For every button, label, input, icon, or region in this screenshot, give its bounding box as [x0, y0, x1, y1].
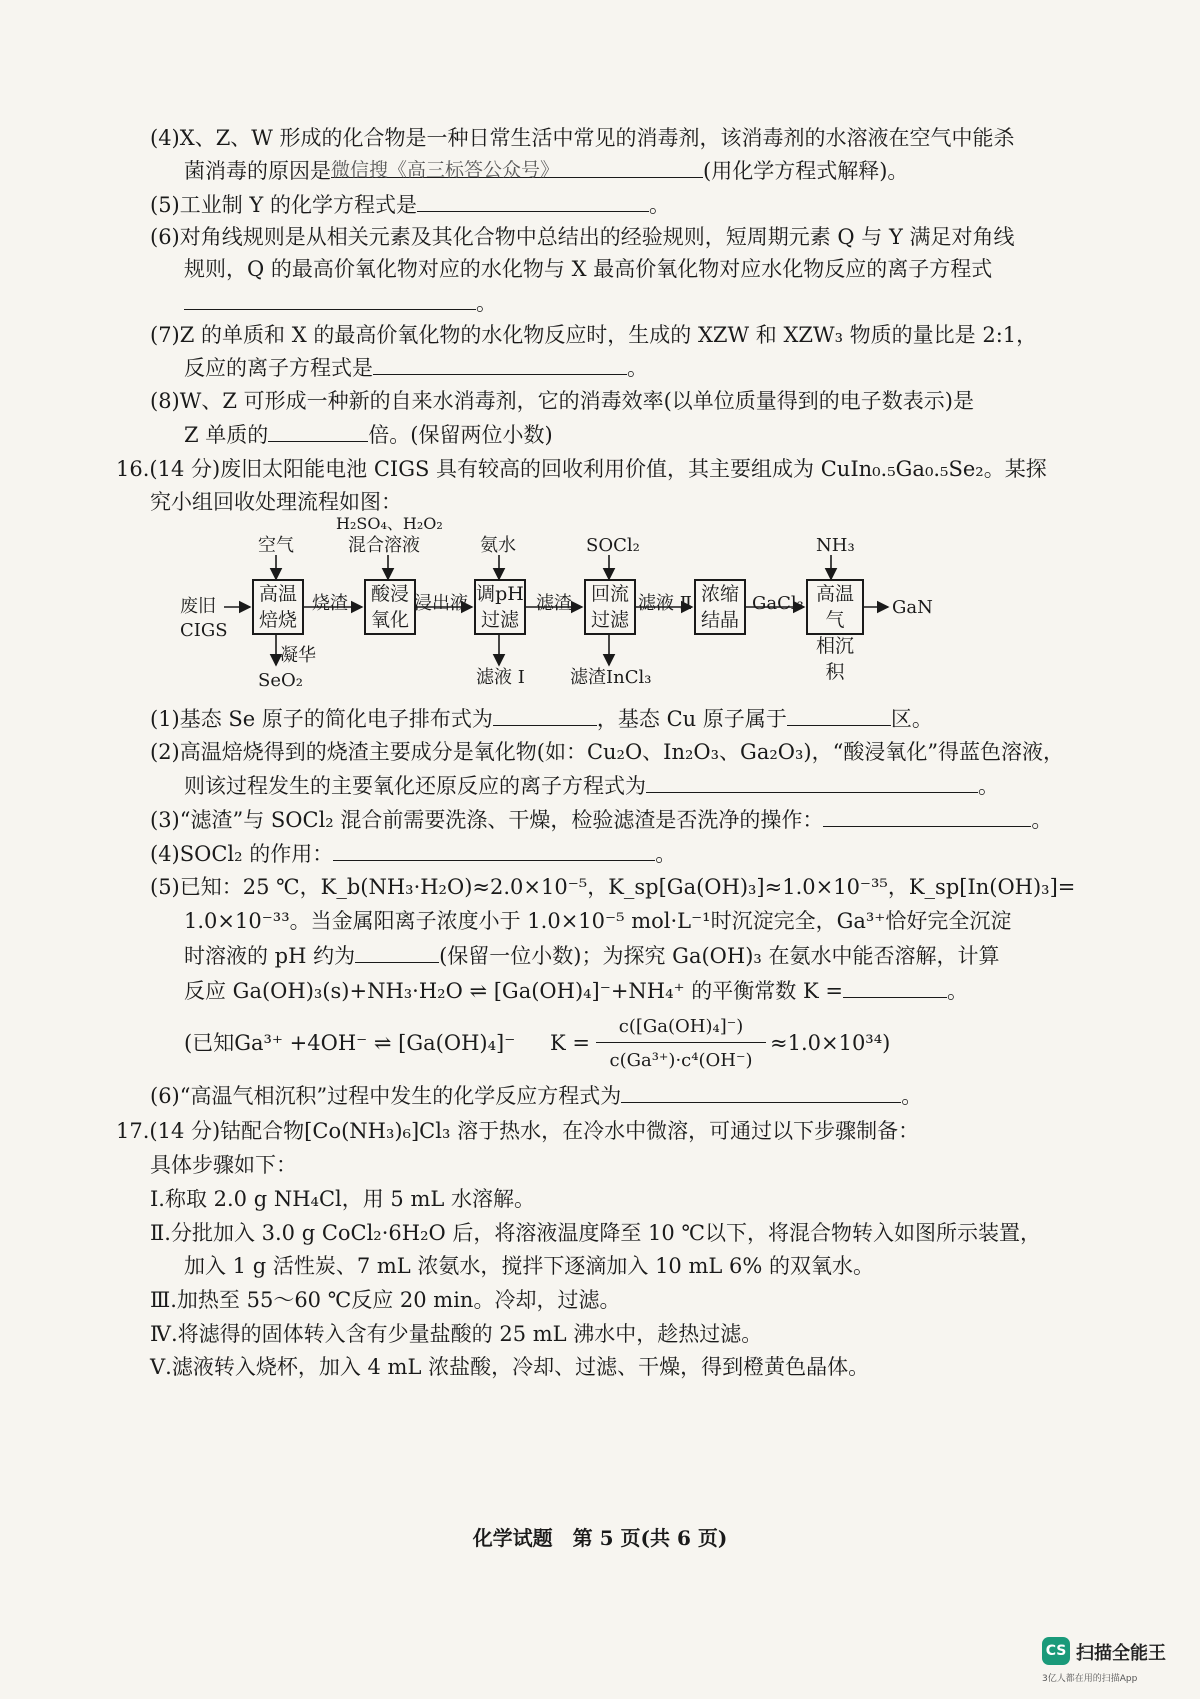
flow-output-filtrate-1: 滤液 Ⅰ — [476, 667, 525, 688]
q16-stem-line2: 究小组回收处理流程如图： — [150, 490, 402, 514]
answer-blank — [355, 940, 439, 963]
q16-part5-text: 时溶液的 pH 约为 — [184, 944, 356, 968]
flow-label-filtrate-2: 滤液 Ⅱ — [638, 593, 692, 614]
answer-blank — [493, 703, 597, 726]
period: 。 — [978, 774, 999, 798]
answer-blank — [843, 975, 947, 998]
q16-part1-text: (1)基态 Se 原子的简化电子排布式为 — [150, 707, 493, 731]
flow-output-seo2: SeO₂ — [258, 670, 303, 691]
box-label: 焙烧 — [258, 609, 297, 631]
q16-part2-text: 则该过程发生的主要氧化还原反应的离子方程式为 — [184, 774, 646, 798]
q15-part4-line2 — [184, 155, 908, 186]
answer-blank — [787, 703, 891, 726]
q16-part4 — [150, 838, 676, 869]
q17-step-5: Ⅴ.滤液转入烧杯，加入 4 mL 浓盐酸，冷却、过滤、干燥，得到橙黄色晶体。 — [150, 1355, 870, 1379]
q16-part5-reaction: 反应 Ga(OH)₃(s)+NH₃·H₂O ⇌ [Ga(OH)₄]⁻+NH₄⁺ 的平衡常数 K = — [184, 979, 843, 1003]
flow-start-line2: CIGS — [180, 620, 228, 641]
period: 。 — [946, 979, 968, 1003]
q17-step-3: Ⅲ.加热至 55～60 ℃反应 20 min。冷却，过滤。 — [150, 1288, 621, 1312]
q16-part2-line1: (2)高温焙烧得到的烧渣主要成分是氧化物(如：Cu₂O、In₂O₃、Ga₂O₃)，“酸浸氧化”得蓝色溶液， — [150, 740, 1065, 764]
box-label: 高温气 — [815, 583, 854, 631]
flow-label-gacl3: GaCl₃ — [752, 593, 804, 614]
q16-part4-text: (4)SOCl₂ 的作用： — [150, 842, 334, 866]
fraction-numerator: c([Ga(OH)₄]⁻) — [618, 1016, 744, 1037]
q16-part5-mid: (保留一位小数)；为探究 Ga(OH)₃ 在氨水中能否溶解，计算 — [439, 944, 1000, 968]
page-footer: 化学试题 第 5 页(共 6 页) — [472, 1526, 728, 1550]
period: 。 — [476, 291, 497, 315]
flow-box-reflux — [584, 579, 636, 635]
q15-part8-line2 — [184, 419, 553, 450]
answer-blank — [823, 804, 1031, 827]
flow-input-nh3: NH₃ — [816, 535, 855, 556]
box-label: 过滤 — [480, 609, 519, 631]
box-label: 调pH — [476, 583, 524, 605]
box-label: 相沉积 — [815, 635, 854, 683]
flow-box-adjust-ph — [474, 579, 526, 635]
scanner-app-name: 扫描全能王 — [1076, 1643, 1166, 1664]
fraction-bar — [596, 1042, 766, 1043]
flow-output-incl3: 滤渣InCl₃ — [570, 667, 652, 688]
q15-part6-line2: 规则，Q 的最高价氧化物对应的水化物与 X 最高价氧化物对应水化物反应的离子方程式 — [184, 257, 993, 281]
q16-part3 — [150, 804, 1052, 835]
q17-step-1: Ⅰ.称取 2.0 g NH₄Cl，用 5 mL 水溶解。 — [150, 1187, 535, 1211]
period: 。 — [627, 356, 648, 380]
box-label: 高温 — [258, 583, 297, 605]
q15-part4-suffix: (用化学方程式解释)。 — [703, 159, 909, 183]
q16-part6 — [150, 1080, 922, 1111]
q17-steps-title: 具体步骤如下： — [150, 1153, 297, 1177]
q16-part5-k-value: ≈1.0×10³⁴) — [770, 1031, 891, 1055]
answer-blank — [621, 1080, 901, 1103]
flow-start — [180, 595, 228, 643]
q16-part5-line1: (5)已知：25 ℃，K_b(NH₃·H₂O)≈2.0×10⁻⁵，K_sp[Ga(OH)₃]≈1.0×10⁻³⁵，K_sp[In(OH)₃]= — [150, 875, 1076, 899]
box-label: 酸浸 — [370, 583, 409, 605]
q16-part5-given: (已知Ga³⁺ +4OH⁻ ⇌ [Ga(OH)₄]⁻ — [184, 1031, 516, 1055]
box-label: 结晶 — [700, 609, 739, 631]
answer-blank — [417, 189, 649, 212]
scanner-tagline: 3亿人都在用的扫描App — [1042, 1674, 1138, 1684]
q15-part8-suffix: 倍。(保留两位小数) — [368, 423, 553, 447]
flow-box-roasting — [252, 579, 304, 635]
q16-stem-line1: 16.(14 分)废旧太阳能电池 CIGS 具有较高的回收利用价值，其主要组成为 CuIn₀.₅Ga₀.₅Se₂。某探 — [116, 457, 1047, 481]
q15-part8-line1: (8)W、Z 可形成一种新的自来水消毒剂，它的消毒效率(以单位质量得到的电子数表示)是 — [150, 389, 974, 413]
period: 。 — [648, 193, 670, 217]
q16-part1-suffix: 区。 — [890, 707, 933, 731]
q15-part5 — [150, 189, 670, 220]
watermark-text: 微信搜《高三标答公众号》 — [331, 159, 560, 181]
q15-part4-text: 菌消毒的原因是 — [184, 159, 331, 183]
q15-part6-line3 — [184, 287, 497, 318]
box-label: 回流 — [590, 583, 629, 605]
answer-blank — [268, 419, 368, 442]
flow-label-residue: 烧渣 — [312, 593, 348, 614]
q17-step-4: Ⅳ.将滤得的固体转入含有少量盐酸的 25 mL 沸水中，趁热过滤。 — [150, 1322, 763, 1346]
q16-part5-k-label: K = — [550, 1031, 590, 1055]
q15-part8-text: Z 单质的 — [184, 423, 269, 447]
flow-box-vapor-deposition — [806, 579, 864, 683]
q15-part7-line1: (7)Z 的单质和 X 的最高价氧化物的水化物反应时，生成的 XZW 和 XZW₃ 物质的量比是 2:1， — [150, 323, 1038, 347]
flow-start-line1: 废旧 — [180, 596, 216, 617]
answer-blank — [373, 352, 627, 375]
flow-input-air: 空气 — [258, 535, 294, 556]
q16-part5-line3 — [184, 940, 999, 971]
q16-part3-text: (3)“滤渣”与 SOCl₂ 混合前需要洗涤、干燥，检验滤渣是否洗净的操作： — [150, 808, 824, 832]
flow-label-filter-residue: 滤渣 — [536, 593, 572, 614]
q16-part6-text: (6)“高温气相沉积”过程中发生的化学反应方程式为 — [150, 1084, 622, 1108]
answer-blank — [646, 770, 978, 793]
q17-step-2-line1: Ⅱ.分批加入 3.0 g CoCl₂·6H₂O 后，将溶液温度降至 10 ℃以下，将混合物转入如图所示装置， — [150, 1221, 1041, 1245]
q16-part5-line2: 1.0×10⁻³³。当金属阳离子浓度小于 1.0×10⁻⁵ mol·L⁻¹时沉淀完全，Ga³⁺恰好完全沉淀 — [184, 909, 1012, 933]
box-label: 过滤 — [590, 609, 629, 631]
flow-input-acid: H₂SO₄、H₂O₂ — [336, 514, 443, 533]
box-label: 氧化 — [370, 609, 409, 631]
flow-box-acid-leach — [364, 579, 416, 635]
flow-input-socl2: SOCl₂ — [586, 535, 640, 556]
q15-part5-text: (5)工业制 Y 的化学方程式是 — [150, 193, 417, 217]
q16-part1-mid: ，基态 Cu 原子属于 — [596, 707, 787, 731]
cs-logo-icon: CS — [1042, 1637, 1070, 1665]
q16-part1 — [150, 703, 933, 734]
q16-part5-line4 — [184, 975, 968, 1006]
period: 。 — [655, 842, 677, 866]
q15-part7-text: 反应的离子方程式是 — [184, 356, 373, 380]
q15-part7-line2 — [184, 352, 648, 383]
flow-input-acid-label: 混合溶液 — [348, 535, 420, 556]
period: 。 — [1031, 808, 1053, 832]
q17-stem: 17.(14 分)钴配合物[Co(NH₃)₆]Cl₃ 溶于热水，在冷水中微溶，可通过以下步骤制备： — [116, 1119, 920, 1143]
box-label: 浓缩 — [700, 583, 739, 605]
period: 。 — [901, 1084, 923, 1108]
flow-label-leachate: 浸出液 — [414, 593, 468, 614]
q17-step-2-line2: 加入 1 g 活性炭、7 mL 浓氨水，搅拌下逐滴加入 10 mL 6% 的双氧水。 — [184, 1254, 874, 1278]
fraction-denominator: c(Ga³⁺)·c⁴(OH⁻) — [609, 1050, 753, 1071]
flow-input-ammonia: 氨水 — [480, 535, 516, 556]
q15-part6-line1: (6)对角线规则是从相关元素及其化合物中总结出的经验规则，短周期元素 Q 与 Y 满足对角线 — [150, 225, 1015, 249]
flow-box-concentrate — [694, 579, 746, 635]
answer-blank — [331, 155, 703, 181]
q15-part4-line1: (4)X、Z、W 形成的化合物是一种日常生活中常见的消毒剂，该消毒剂的水溶液在空气中能杀 — [150, 126, 1015, 150]
flow-product-gan: GaN — [892, 597, 933, 618]
answer-blank — [184, 287, 476, 310]
q16-part2-line2 — [184, 770, 999, 801]
flow-output-sublimation: 凝华 — [280, 645, 316, 666]
answer-blank — [333, 838, 655, 861]
